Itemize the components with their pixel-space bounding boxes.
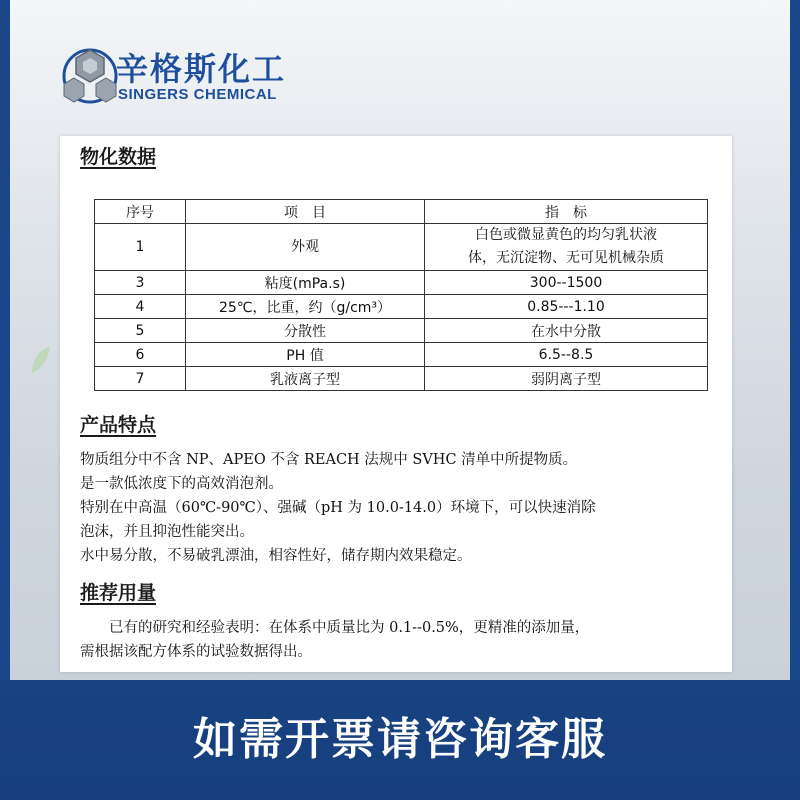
cell-no: 4 — [95, 295, 186, 319]
cell-value-line: 体，无沉淀物、无可见机械杂质 — [468, 250, 664, 266]
brand-name-en: SINGERS CHEMICAL — [118, 86, 277, 103]
table-row — [95, 319, 708, 343]
brand-name-cn: 辛格斯化工 — [116, 50, 287, 88]
section-title-usage: 推荐用量 — [80, 582, 157, 604]
right-frame — [790, 0, 800, 680]
feature-line: 水中易分散，不易破乳漂油，相容性好，储存期内效果稳定。 — [80, 548, 472, 564]
table-header-row — [95, 200, 708, 224]
feature-line: 泡沫，并且抑泡性能突出。 — [80, 524, 254, 540]
table-row — [95, 343, 708, 367]
header-value: 指 标 — [425, 200, 708, 224]
cell-value-line: 白色或微显黄色的均匀乳状液 — [475, 227, 657, 243]
feature-line: 特别在中高温（60℃-90℃）、强碱（pH 为 10.0-14.0）环境下，可以快速消除 — [80, 500, 596, 516]
leaf-icon — [30, 345, 52, 375]
cell-item: 分散性 — [186, 319, 425, 343]
spec-table — [94, 199, 708, 391]
cell-value: 在水中分散 — [425, 319, 708, 343]
feature-line: 物质组分中不含 NP、APEO 不含 REACH 法规中 SVHC 清单中所提物质。 — [80, 452, 578, 468]
hexagon-logo-icon — [60, 42, 120, 106]
cell-value: 6.5--8.5 — [425, 343, 708, 367]
cell-value: 弱阴离子型 — [425, 367, 708, 391]
usage-line: 需根据该配方体系的试验数据得出。 — [80, 644, 312, 660]
cell-item: 外观 — [186, 224, 425, 271]
cell-item: PH 值 — [186, 343, 425, 367]
cell-item: 粘度(mPa.s) — [186, 271, 425, 295]
cell-no: 6 — [95, 343, 186, 367]
table-row — [95, 367, 708, 391]
left-frame — [0, 0, 10, 680]
invoice-banner: 如需开票请咨询客服 — [193, 714, 607, 765]
feature-line: 是一款低浓度下的高效消泡剂。 — [80, 476, 283, 492]
usage-line: 已有的研究和经验表明：在体系中质量比为 0.1--0.5%，更精准的添加量， — [80, 620, 590, 636]
cell-item: 25℃，比重，约（g/cm³） — [186, 295, 425, 319]
cell-value: 300--1500 — [425, 271, 708, 295]
table-row — [95, 295, 708, 319]
cell-value — [425, 224, 708, 271]
table-row — [95, 224, 708, 271]
document-page — [60, 136, 732, 672]
cell-no: 7 — [95, 367, 186, 391]
cell-no: 3 — [95, 271, 186, 295]
table-row — [95, 271, 708, 295]
section-title-physchem: 物化数据 — [80, 146, 157, 168]
cell-no: 1 — [95, 224, 186, 271]
cell-no: 5 — [95, 319, 186, 343]
header-item: 项 目 — [186, 200, 425, 224]
header-no: 序号 — [95, 200, 186, 224]
cell-value: 0.85---1.10 — [425, 295, 708, 319]
brand-logo — [60, 42, 300, 106]
section-title-features: 产品特点 — [80, 414, 157, 436]
cell-item: 乳液离子型 — [186, 367, 425, 391]
